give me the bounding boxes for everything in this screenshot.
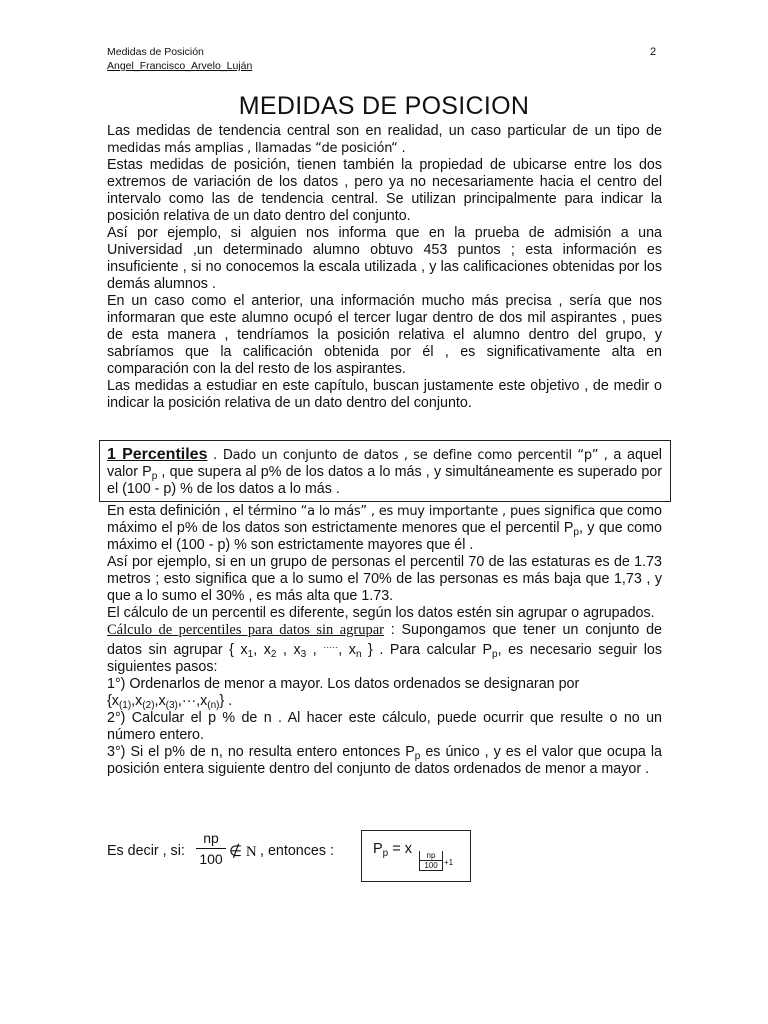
header-doc-title: Medidas de Posición (107, 46, 204, 58)
step-3: 3°) Si el p% de n, no resulta entero entonces $P_p$ es único , y es el valor que ocupa la posición entera siguiente dentro del conjunto de datos ordenados de menor a mayor . (107, 744, 662, 777)
ungrouped-intro: Cálculo de percentiles para datos sin agrupar : Supongamos que tener un conjunto de datos sin agrupar { $x_1$, $x_2$ , $x_3$ , ·····, $x_n$ } . Para calcular $P_p$, es necesario seguir los siguientes pasos: (107, 622, 663, 675)
intro-paragraph-2: Estas medidas de posición, tienen también la propiedad de ubicarse entre los dos extremos de variación de los datos , pero ya no necesariamente hacia el centro del intervalo como las de tendencia central. Se utilizan principalmente para indicar la posición relativa de un dato dentro del conjunto. (107, 157, 662, 224)
intro-paragraph-4: En un caso como el anterior, una información mucho más precisa , sería que nos informaran que este alumno ocupó el tercer lugar dentro de dos mil aspirantes , pues de esta manera , tendríamos la posición relativa el alumno dentro del grupo, y sabríamos que la calificación obtenida por él , es significativamente alta en comparación con la del resto de los aspirantes. (107, 293, 662, 377)
formula-then: , entonces : (260, 843, 334, 859)
page-number: 2 (650, 46, 657, 58)
intro-paragraph-5: Las medidas a estudiar en este capítulo, buscan justamente este objetivo , de medir o indicar la posición relativa de un dato dentro del conjunto. (107, 378, 662, 411)
header-author: Angel_Francisco_Arvelo_Luján (107, 60, 253, 72)
subsection-heading: Cálculo de percentiles para datos sin agrupar (107, 622, 384, 638)
step-1: 1°) Ordenarlos de menor a mayor. Los datos ordenados se designaran por $\{x_{(1)},x_{(2)},x_{(3)},\cdot\cdot\cdot,x_{(n)}\}$ . (107, 676, 580, 711)
intro-paragraph-3: Así por ejemplo, si alguien nos informa que en la prueba de admisión a una Universidad ,un determinado alumno obtuvo 453 puntos ; esta información es insuficiente , si no conocemos la escala utilizada , y las calificaciones obtenidas por los demás alumnos . (107, 225, 662, 292)
intro-section (107, 123, 662, 412)
not-in-naturals: ∉ N (229, 844, 257, 860)
page-title: MEDIDAS DE POSICION (238, 92, 530, 120)
formula-lead: Es decir , si: (107, 843, 185, 859)
plus-one: +1 (444, 858, 454, 867)
section-heading-percentiles: 1 Percentiles (107, 446, 208, 463)
floor-fraction: $\frac{np}{100}$ (419, 851, 443, 871)
percentile-formula: $P_p = x$ (373, 841, 413, 859)
definition-paragraph-3: El cálculo de un percentil es diferente, según los datos estén sin agrupar o agrupados. (107, 605, 655, 621)
definition-paragraph-1: En esta definición , el término “a lo más” , es muy importante , pues significa que como máximo el p% de los datos son estrictamente menores que el percentil $P_p$, y que como máximo el (100 - p) % son estrictamente mayores que él . (107, 503, 662, 553)
step-2: 2°) Calcular el p % de n . Al hacer este cálculo, puede ocurrir que resulte o no un número entero. (107, 710, 662, 743)
definition-paragraph-2: Así por ejemplo, si en un grupo de personas el percentil 70 de las estaturas es de 1.73 metros ; esto significa que a lo sumo el 70% de las personas es más baja que 1,73 , y que a lo sumo el 30% , es más alta que 1.73. (107, 554, 662, 604)
percentile-definition: 1 Percentiles . Dado un conjunto de datos , se define como percentil “p” , a aquel valor $P_p$ , que supera al p% de los datos a lo más , y simultáneamente es superado por el (100 - p) % de los datos a lo más . (107, 446, 663, 497)
intro-paragraph-1: Las medidas de tendencia central son en realidad, un caso particular de un tipo de medidas más amplias , llamadas “de posición“ . (107, 123, 662, 156)
definition-section (107, 503, 662, 778)
fraction-np-over-100: np 100 (196, 830, 226, 867)
